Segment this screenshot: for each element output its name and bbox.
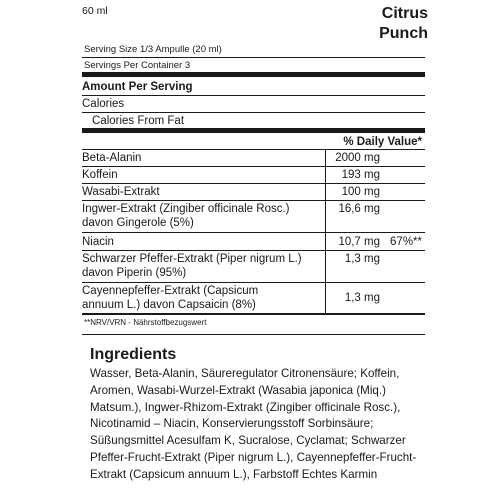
nutrient-name: Koffein	[82, 169, 118, 181]
divider	[82, 313, 425, 315]
title-line-2: Punch	[379, 25, 428, 42]
footnote: **NRV/VRN - Nährstoffbezugswert	[84, 318, 207, 327]
thick-divider	[82, 128, 425, 133]
column-separator	[325, 149, 326, 313]
amount-per-serving-label: Amount Per Serving	[82, 81, 193, 93]
nutrient-amount: 1,3 mg	[344, 292, 380, 304]
ingredients-title: Ingredients	[90, 346, 177, 363]
nutrient-amount: 100 mg	[341, 186, 380, 198]
divider	[82, 149, 425, 150]
nutrient-name: Cayennepfeffer-Extrakt (Capsicum	[82, 285, 259, 297]
servings-per-container: Servings Per Container 3	[84, 60, 191, 71]
divider	[82, 95, 425, 96]
nutrient-amount: 2000 mg	[335, 152, 380, 164]
product-title	[379, 4, 428, 44]
nutrient-name-line-2: annuum L.) davon Capsaicin (8%)	[82, 299, 256, 311]
calories-label: Calories	[82, 98, 125, 110]
divider	[82, 200, 425, 201]
divider	[82, 183, 425, 184]
nutrient-name: Niacin	[82, 236, 114, 248]
title-line-1: Citrus	[381, 5, 428, 22]
divider	[82, 112, 425, 113]
serving-size: Serving Size 1/3 Ampulle (20 ml)	[84, 44, 222, 55]
nutrient-amount: 16,6 mg	[338, 203, 380, 215]
divider	[82, 232, 425, 233]
nutrient-name: Schwarzer Pfeffer-Extrakt (Piper nigrum L.)	[82, 253, 302, 265]
nutrient-daily-value: 67%**	[390, 236, 422, 248]
thick-divider	[82, 72, 425, 77]
volume-label: 60 ml	[82, 5, 108, 17]
nutrient-amount: 10,7 mg	[338, 236, 380, 248]
nutrient-name-line-2: davon Gingerole (5%)	[82, 217, 194, 229]
divider	[82, 250, 425, 251]
section-divider	[82, 334, 425, 335]
nutrient-name-line-2: davon Piperin (95%)	[82, 267, 187, 279]
daily-value-header: % Daily Value*	[343, 136, 422, 148]
ingredients-text: Wasser, Beta-Alanin, Säureregulator Citronensäure; Koffein, Aromen, Wasabi-Wurzel-Extrakt (Wasabia japonica (Miq.) Matsum.), Ingwer-Rhizom-Extrakt (Zingiber officinale Rosc.), Nicotinamid – Niacin, Konservierungsstoff Sorbinsäure; Süßungsmittel Acesulfam K, Sucralose, Cyclamat; Schwarzer Pfeffer-Frucht-Extrakt (Piper nigrum L.), Cayennepfeffer-Frucht-Extrakt (Capsicum annuum L.), Farbstoff Echtes Karmin	[90, 367, 417, 481]
nutrient-name: Beta-Alanin	[82, 152, 142, 164]
divider	[82, 57, 425, 58]
calories-from-fat-label: Calories From Fat	[92, 115, 185, 127]
nutrient-amount: 193 mg	[341, 169, 380, 181]
divider	[82, 282, 425, 283]
divider	[82, 166, 425, 167]
nutrient-amount: 1,3 mg	[344, 253, 380, 265]
nutrient-name: Wasabi-Extrakt	[82, 186, 160, 198]
nutrient-name: Ingwer-Extrakt (Zingiber officinale Rosc.)	[82, 203, 290, 215]
